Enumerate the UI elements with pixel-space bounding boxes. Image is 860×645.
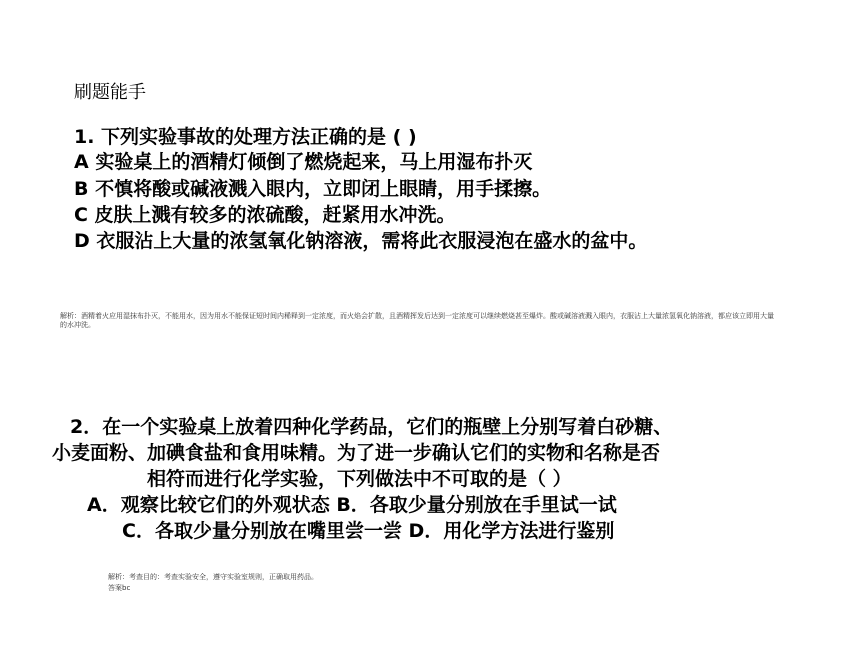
question-1-stem: 1. 下列实验事故的处理方法正确的是 ( ) <box>74 126 417 148</box>
question-2-answer: 答案bc <box>108 584 131 592</box>
question-2-line-3: 相符而进行化学实验，下列做法中不可取的是（ ） <box>147 468 572 490</box>
question-1-option-a: A 实验桌上的酒精灯倾倒了燃烧起来，马上用湿布扑灭 <box>74 151 533 173</box>
question-2-analysis: 解析：考查目的：考查实验安全，遵守实验室规则，正确取用药品。 <box>108 573 318 581</box>
question-2-line-2: 小麦面粉、加碘食盐和食用味精。为了进一步确认它们的实物和名称是否 <box>52 442 661 464</box>
question-2-options-ab: A．观察比较它们的外观状态 B．各取少量分别放在手里试一试 <box>87 494 617 516</box>
question-1-option-b: B 不慎将酸或碱液溅入眼内，立即闭上眼睛，用手揉擦。 <box>74 178 552 200</box>
question-2-line-1: 2．在一个实验桌上放着四种化学药品，它们的瓶壁上分别写着白砂糖、 <box>70 416 673 438</box>
question-2-options-cd: C．各取少量分别放在嘴里尝一尝 D．用化学方法进行鉴别 <box>122 520 615 542</box>
section-heading: 刷题能手 <box>74 82 146 103</box>
question-1-option-d: D 衣服沾上大量的浓氢氧化钠溶液，需将此衣服浸泡在盛水的盆中。 <box>74 230 648 252</box>
question-1-option-c: C 皮肤上溅有较多的浓硫酸，赶紧用水冲洗。 <box>74 204 456 226</box>
question-1-analysis: 解析：酒精着火应用湿抹布扑灭，不能用水，因为用水不能保证短时间内稀释到一定浓度，而火焰会扩散，且酒精挥发后达到一定浓度可以继续燃烧甚至爆炸。酸或碱溶液溅入眼内，衣服沾上大量浓氢氧化钠溶液，都应该立即用大量的水冲洗。 <box>60 312 774 329</box>
